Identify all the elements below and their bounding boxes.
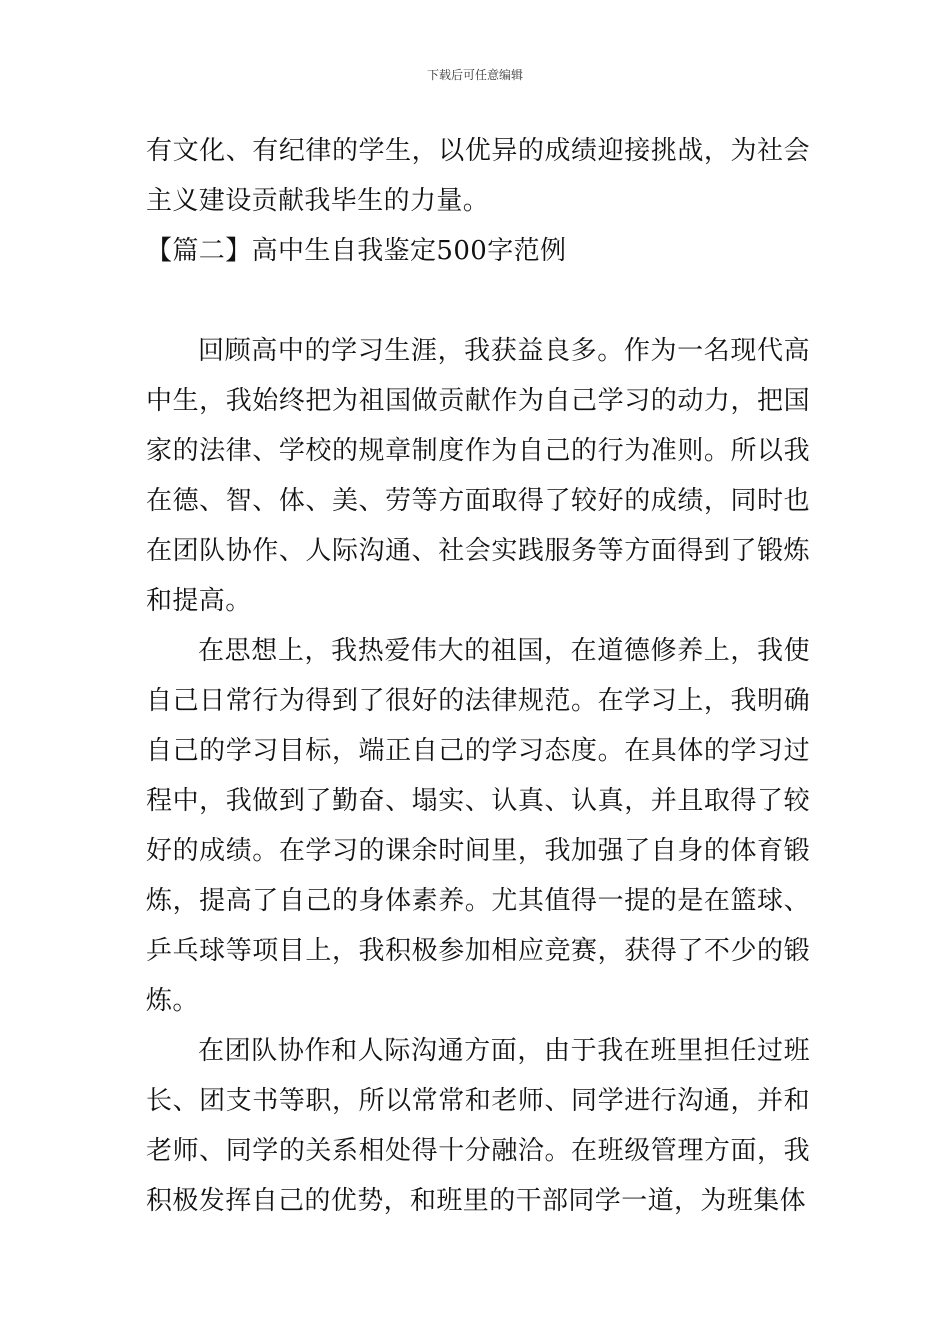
paragraph-2: 在思想上，我热爱伟大的祖国，在道德修养上，我使自己日常行为得到了很好的法律规范。在学习上，我明确自己的学习目标，端正自己的学习态度。在具体的学习过程中，我做到了勤奋、塌实、认真、认真，并且取得了较好的成绩。在学习的课余时间里，我加强了自身的体育锻炼，提高了自己的身体素养。尤其值得一提的是在篮球、乒乓球等项目上，我积极参加相应竞赛，获得了不少的锻炼。 [146,636,810,1016]
section-title: 【篇二】高中生自我鉴定500字范例 [146,236,567,266]
header-note: 下载后可任意编辑 [426,68,523,82]
continued-paragraph: 有文化、有纪律的学生，以优异的成绩迎接挑战，为社会主义建设贡献我毕生的力量。 [146,136,810,216]
paragraph-1: 回顾高中的学习生涯，我获益良多。作为一名现代高中生，我始终把为祖国做贡献作为自己学习的动力，把国家的法律、学校的规章制度作为自己的行为准则。所以我在德、智、体、美、劳等方面取得了较好的成绩，同时也在团队协作、人际沟通、社会实践服务等方面得到了锻炼和提高。 [146,336,810,616]
blank-line [146,276,810,326]
document-body [146,126,810,1226]
paragraph-3: 在团队协作和人际沟通方面，由于我在班里担任过班长、团支书等职，所以常常和老师、同学进行沟通，并和老师、同学的关系相处得十分融洽。在班级管理方面，我积极发挥自己的优势，和班里的干部同学一道，为班集体 [146,1036,810,1216]
